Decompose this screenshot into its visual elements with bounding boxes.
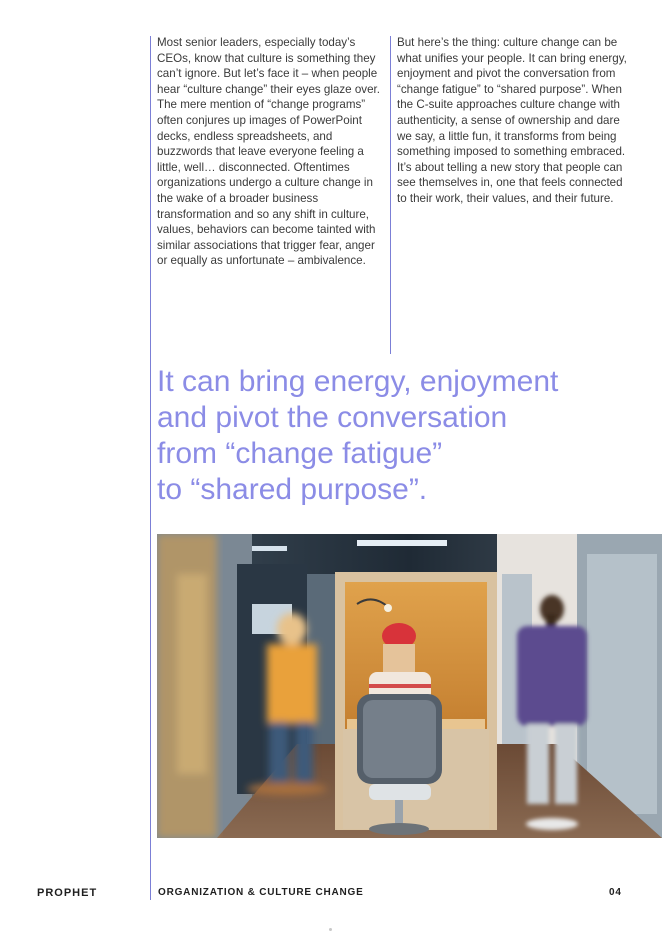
pull-quote-line: to “shared purpose”. [157, 473, 428, 506]
body-column-right: But here’s the thing: culture change can be what unifies your people. It can bring energy, enjoyment and pivot the conversation from “change fatigue” to “shared purpose”. When the C-suite approaches culture change with authenticity, a sense of ownership and dare we say, a little fun, it transforms from being something imposed to something embraced. It’s about telling a new story that people can see themselves in, one that feels connected to their work, their values, and their future. [397, 36, 627, 205]
page-number: 04 [609, 887, 622, 898]
section-title: ORGANIZATION & CULTURE CHANGE [158, 887, 364, 898]
pull-quote-line: It can bring energy, enjoyment [157, 365, 559, 398]
pull-quote-line: from “change fatigue” [157, 437, 443, 470]
left-vertical-rule [150, 36, 151, 900]
page-marker-dot [329, 928, 332, 931]
pull-quote [157, 364, 637, 508]
brand-logo-text: PROPHET [37, 887, 98, 899]
pull-quote-line: and pivot the conversation [157, 401, 508, 434]
column-divider-rule [390, 36, 391, 354]
body-column-left: Most senior leaders, especially today’s CEOs, know that culture is something they can’t ignore. But let’s face it – when people hear “culture change” their eyes glaze over. The mere mention of “change programs” often conjures up images of PowerPoint decks, endless spreadsheets, and buzzwords that leave everyone feeling a little, well… disconnected. Oftentimes organizations undergo a culture change in the wake of a broader business transformation and so any shift in culture, values, behaviors can become tainted with similar associations that trigger fear, anger or equally as unfortunate – ambivalence. [157, 36, 380, 268]
office-photo [157, 534, 662, 838]
